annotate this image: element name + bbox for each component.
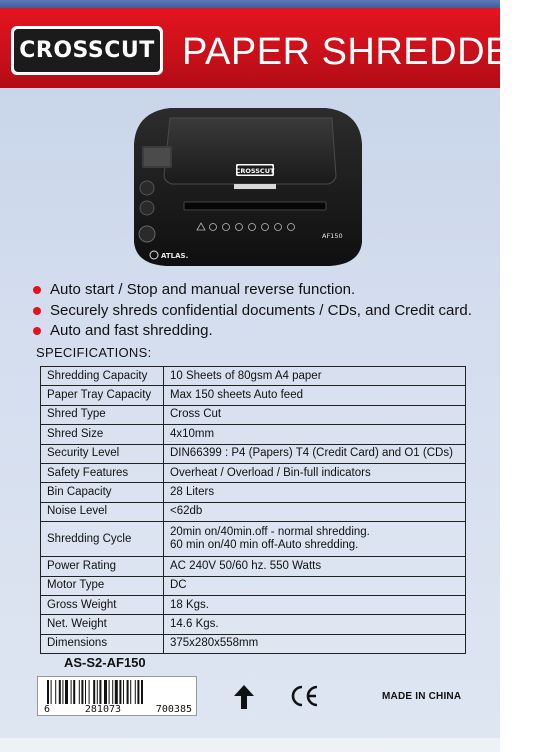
barcode-digit-group: 6: [44, 704, 51, 715]
feature-item: Securely shreds confidential documents / CDs, and Credit card.: [32, 301, 492, 322]
spec-value: DC: [164, 576, 466, 595]
table-row: [41, 405, 466, 424]
bullet-icon: [33, 286, 41, 294]
table-row: [41, 367, 466, 386]
spec-label: Shred Type: [41, 405, 164, 424]
spec-label: Motor Type: [41, 576, 164, 595]
spec-label: Net. Weight: [41, 615, 164, 634]
table-row: [41, 386, 466, 405]
crosscut-badge-text: CROSSCUT: [14, 29, 160, 72]
barcode: [37, 676, 197, 716]
product-brand-logo: ATLAS.: [161, 252, 189, 260]
spec-value: <62db: [164, 502, 466, 521]
feature-list: [32, 280, 492, 342]
spec-label: Gross Weight: [41, 595, 164, 614]
table-row: [41, 634, 466, 653]
title-banner: [0, 8, 539, 88]
spec-label: Noise Level: [41, 502, 164, 521]
feature-item: Auto and fast shredding.: [32, 321, 492, 342]
top-strip: [0, 0, 500, 8]
barcode-digits: [38, 704, 198, 715]
spec-value: [164, 522, 466, 557]
table-row: [41, 444, 466, 463]
spec-label: Power Rating: [41, 557, 164, 576]
table-row: [41, 483, 466, 502]
spec-value: 14.6 Kgs.: [164, 615, 466, 634]
table-row: [41, 463, 466, 482]
barcode-digit-group: 281073: [84, 704, 122, 715]
spec-label: Shred Size: [41, 425, 164, 444]
spec-value: Overheat / Overload / Bin-full indicators: [164, 463, 466, 482]
spec-value: 28 Liters: [164, 483, 466, 502]
spec-value: Cross Cut: [164, 405, 466, 424]
made-in-label: MADE IN CHINA: [382, 691, 462, 702]
this-way-up-icon: [233, 684, 255, 710]
table-row: [41, 502, 466, 521]
banner-title: PAPER SHREDDER: [182, 31, 539, 73]
spec-value: 10 Sheets of 80gsm A4 paper: [164, 367, 466, 386]
shredder-product-image: [130, 104, 366, 272]
table-row: [41, 522, 466, 557]
spec-value: Max 150 sheets Auto feed: [164, 386, 466, 405]
feature-item: Auto start / Stop and manual reverse function.: [32, 280, 492, 301]
table-row: [41, 615, 466, 634]
spec-label: Paper Tray Capacity: [41, 386, 164, 405]
barcode-bars: [47, 680, 189, 706]
spec-value: 375x280x558mm: [164, 634, 466, 653]
bullet-icon: [33, 307, 41, 315]
spec-label: Shredding Cycle: [41, 522, 164, 557]
spec-value: DIN66399 : P4 (Papers) T4 (Credit Card) and O1 (CDs): [164, 444, 466, 463]
specifications-heading: SPECIFICATIONS:: [36, 345, 152, 360]
specifications-table: [40, 366, 466, 654]
barcode-digit-group: 700385: [155, 704, 192, 715]
bullet-icon: [33, 327, 41, 335]
table-row: [41, 595, 466, 614]
spec-label: Bin Capacity: [41, 483, 164, 502]
spec-value-line: 20min on/40min.off - normal shredding.: [170, 526, 370, 539]
model-code: AS-S2-AF150: [64, 655, 146, 670]
ce-mark-icon: [290, 684, 320, 708]
spec-value: AC 240V 50/60 hz. 550 Watts: [164, 557, 466, 576]
spec-label: Safety Features: [41, 463, 164, 482]
product-model-label: AF150: [322, 232, 343, 240]
crosscut-badge: [11, 26, 163, 75]
bottom-strip: [0, 738, 500, 752]
spec-label: Shredding Capacity: [41, 367, 164, 386]
table-row: [41, 425, 466, 444]
table-row: [41, 557, 466, 576]
spec-value: 4x10mm: [164, 425, 466, 444]
spec-label: Dimensions: [41, 634, 164, 653]
table-row: [41, 576, 466, 595]
spec-value: 18 Kgs.: [164, 595, 466, 614]
product-badge-text: CROSSCUT: [235, 167, 275, 175]
spec-label: Security Level: [41, 444, 164, 463]
spec-value-line: 60 min on/40 min off-Auto shredding.: [170, 539, 359, 552]
